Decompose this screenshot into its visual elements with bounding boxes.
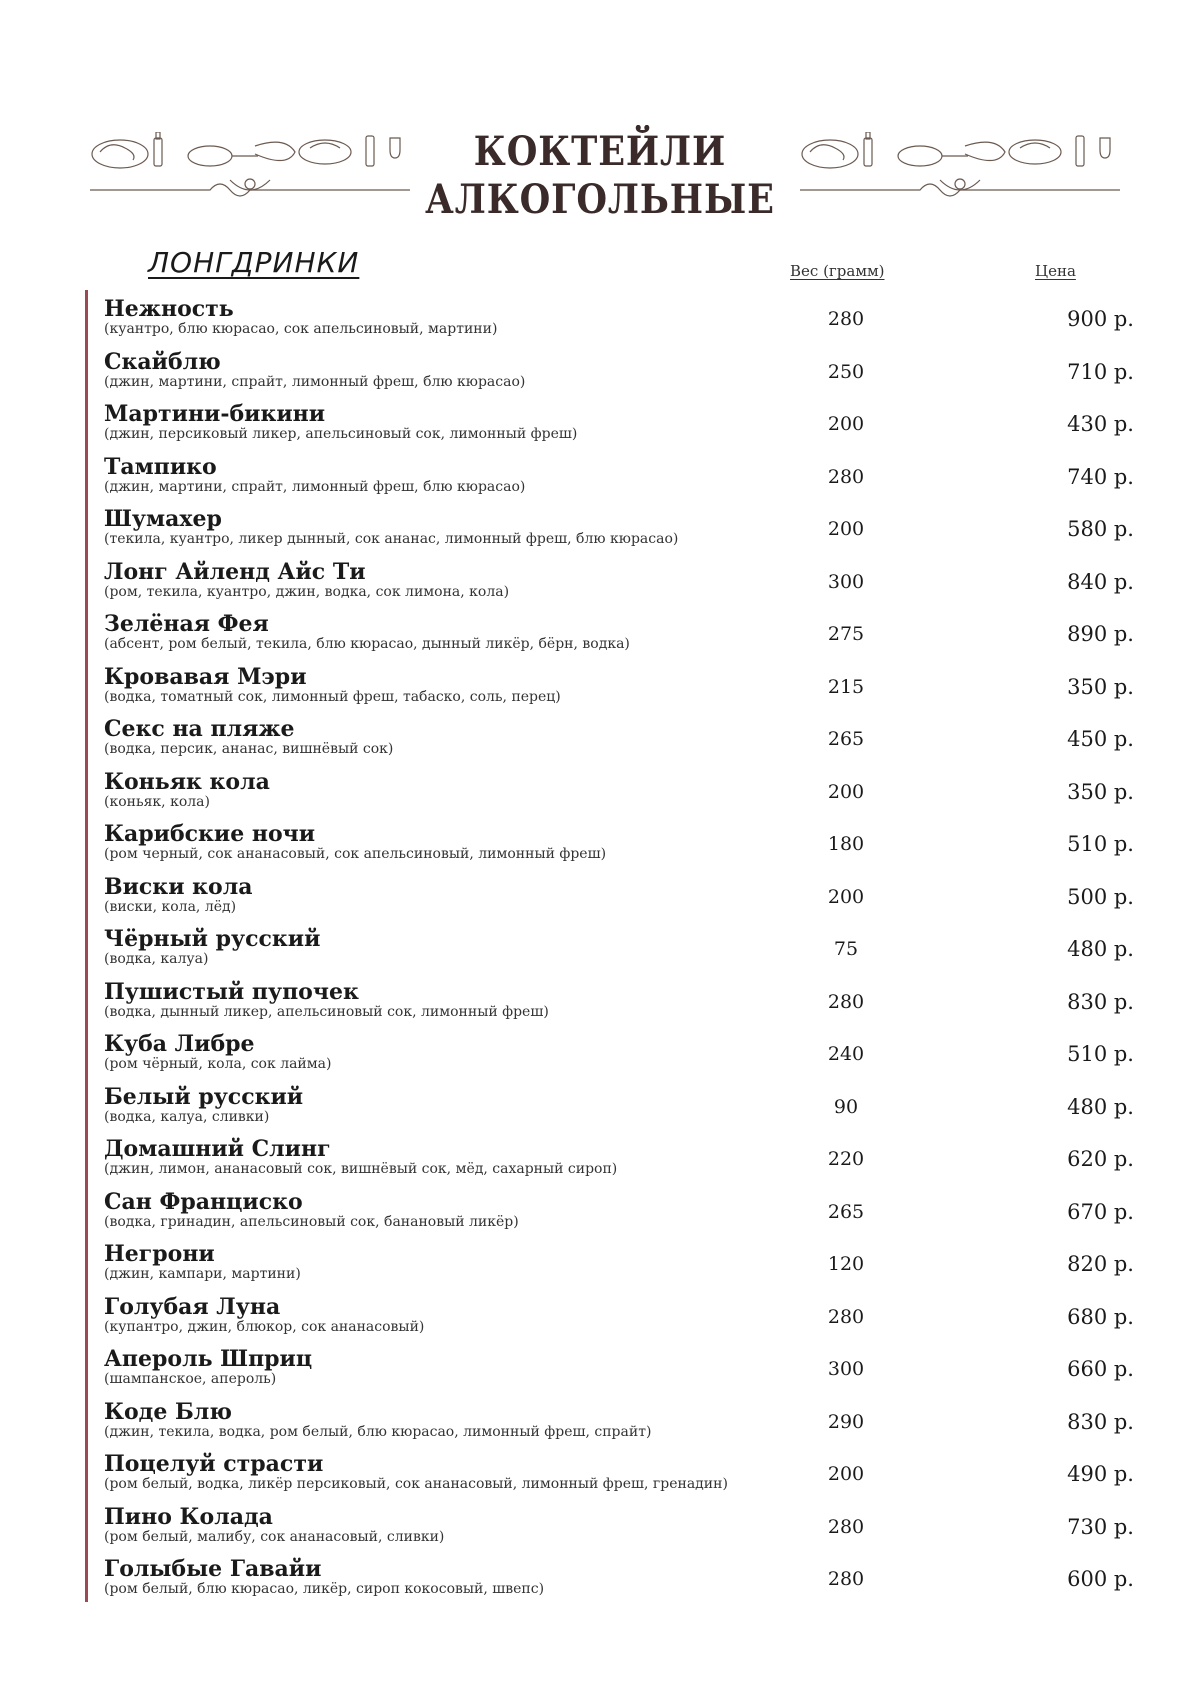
column-header-price: Цена (1035, 262, 1076, 280)
item-description: (водка, томатный сок, лимонный фреш, табаско, соль, перец) (104, 688, 561, 705)
item-description: (водка, персик, ананас, вишнёвый сок) (104, 741, 394, 757)
item-price: 600 р. (1067, 1567, 1134, 1591)
item-description: (абсент, ром белый, текила, блю кюрасао, дынный ликёр, бёрн, водка) (104, 636, 630, 652)
item-name: Домашний Слинг (104, 1136, 331, 1162)
item-price: 350 р. (1067, 674, 1134, 699)
item-price: 350 р. (1067, 779, 1134, 804)
item-weight: 280 (827, 465, 865, 488)
item-description: (джин, мартини, спрайт, лимонный фреш, блю кюрасао) (104, 478, 526, 495)
item-weight: 280 (827, 990, 865, 1013)
menu-item (104, 1188, 1134, 1242)
item-name: Кровавая Мэри (104, 663, 307, 690)
item-name: Нежность (104, 296, 234, 322)
item-weight: 280 (827, 308, 865, 330)
item-name: Лонг Айленд Айс Ти (104, 558, 366, 585)
item-weight: 75 (833, 938, 859, 960)
item-weight: 265 (827, 728, 865, 750)
item-weight: 280 (827, 1305, 865, 1328)
menu-item (104, 1451, 1134, 1504)
item-description: (джин, кампари, мартини) (104, 1266, 301, 1282)
menu-item (104, 506, 1134, 559)
item-weight: 200 (827, 885, 865, 908)
item-weight: 240 (827, 1043, 865, 1065)
item-price: 660 р. (1067, 1357, 1134, 1381)
item-description: (текила, куантро, ликер дынный, сок ананас, лимонный фреш, блю кюрасао) (104, 531, 679, 547)
menu-item (104, 1031, 1134, 1084)
menu-item (104, 1136, 1134, 1189)
menu-item (104, 663, 1134, 717)
item-weight: 220 (827, 1148, 865, 1170)
menu-item (104, 1293, 1134, 1347)
item-description: (коньяк, кола) (104, 793, 210, 810)
item-name: Коньяк кола (104, 768, 270, 795)
item-name: Голубая Луна (104, 1293, 281, 1320)
item-weight: 250 (827, 360, 865, 383)
item-weight: 200 (827, 518, 865, 540)
item-name: Карибские ночи (104, 821, 316, 847)
item-weight: 300 (827, 1358, 865, 1380)
item-description: (купантро, джин, блюкор, сок ананасовый) (104, 1318, 425, 1335)
item-name: Секс на пляже (104, 716, 295, 742)
item-description: (ром черный, сок ананасовый, сок апельсиновый, лимонный фреш) (104, 846, 607, 862)
item-description: (ром белый, водка, ликёр персиковый, сок ананасовый, лимонный фреш, гренадин) (104, 1476, 728, 1492)
item-description: (джин, лимон, ананасовый сок, вишнёвый сок, мёд, сахарный сироп) (104, 1161, 618, 1177)
menu-item (104, 611, 1134, 664)
title-line-2: АЛКОГОЛЬНЫЕ (425, 176, 775, 223)
food-sketch-ornament-right (790, 132, 1130, 212)
item-weight: 275 (827, 623, 865, 645)
item-price: 680 р. (1067, 1304, 1134, 1329)
item-price: 490 р. (1067, 1462, 1134, 1486)
item-weight: 280 (827, 1568, 865, 1590)
item-weight: 120 (827, 1253, 865, 1275)
item-price: 710 р. (1067, 359, 1134, 384)
menu-item (104, 401, 1134, 454)
menu-item (104, 1398, 1134, 1452)
item-description: (водка, дынный ликер, апельсиновый сок, лимонный фреш) (104, 1003, 549, 1020)
menu-item (104, 1083, 1134, 1137)
item-name: Пино Колада (104, 1503, 273, 1530)
item-price: 430 р. (1067, 412, 1134, 436)
page-title (415, 128, 785, 224)
item-price: 900 р. (1067, 307, 1134, 331)
menu-item (104, 1241, 1134, 1294)
menu-list (104, 296, 1134, 1609)
menu-item (104, 926, 1134, 979)
menu-item (104, 1556, 1134, 1609)
item-weight: 300 (827, 570, 865, 593)
menu-item (104, 768, 1134, 822)
item-price: 820 р. (1067, 1252, 1134, 1276)
item-description: (водка, калуа) (104, 951, 209, 967)
item-name: Скайблю (104, 348, 221, 375)
menu-item (104, 296, 1134, 349)
item-price: 480 р. (1067, 1094, 1134, 1119)
item-name: Сан Франциско (104, 1188, 303, 1215)
item-price: 500 р. (1067, 884, 1134, 909)
item-description: (ром белый, блю кюрасао, ликёр, сироп кокосовый, швепс) (104, 1581, 545, 1597)
item-name: Куба Либре (104, 1031, 255, 1057)
item-name: Виски кола (104, 873, 253, 900)
item-price: 450 р. (1067, 727, 1134, 751)
menu-item (104, 1503, 1134, 1557)
food-sketch-ornament-left (80, 132, 420, 212)
section-heading: ЛОНГДРИНКИ (148, 246, 360, 279)
item-weight: 215 (827, 675, 865, 698)
item-price: 510 р. (1067, 832, 1134, 856)
item-price: 890 р. (1067, 622, 1134, 646)
item-description: (джин, мартини, спрайт, лимонный фреш, блю кюрасао) (104, 373, 526, 390)
item-name: Коде Блю (104, 1398, 232, 1425)
menu-item (104, 348, 1134, 402)
title-line-1: КОКТЕЙЛИ (473, 128, 727, 175)
item-price: 510 р. (1067, 1042, 1134, 1066)
item-description: (ром белый, малибу, сок ананасовый, сливки) (104, 1528, 445, 1545)
item-price: 730 р. (1067, 1514, 1134, 1539)
item-price: 830 р. (1067, 1409, 1134, 1434)
item-price: 580 р. (1067, 517, 1134, 541)
item-name: Негрони (104, 1241, 215, 1267)
menu-item (104, 978, 1134, 1032)
item-description: (джин, персиковый ликер, апельсиновый сок, лимонный фреш) (104, 426, 578, 442)
item-name: Чёрный русский (104, 926, 321, 952)
item-name: Мартини-бикини (104, 401, 326, 427)
column-header-weight: Вес (грамм) (790, 262, 885, 280)
item-name: Тампико (104, 453, 217, 480)
menu-item (104, 716, 1134, 769)
accent-vertical-bar (85, 290, 88, 1602)
item-description: (водка, калуа, сливки) (104, 1108, 270, 1125)
item-weight: 200 (827, 780, 865, 803)
item-description: (куантро, блю кюрасао, сок апельсиновый, мартини) (104, 321, 498, 337)
item-name: Апероль Шприц (104, 1346, 313, 1372)
item-weight: 265 (827, 1200, 865, 1223)
item-description: (виски, кола, лёд) (104, 898, 237, 915)
item-name: Шумахер (104, 506, 222, 532)
item-weight: 90 (833, 1095, 859, 1118)
item-price: 830 р. (1067, 989, 1134, 1014)
menu-item (104, 873, 1134, 927)
item-description: (шампанское, апероль) (104, 1371, 277, 1387)
item-name: Голыбые Гавайи (104, 1556, 322, 1582)
menu-item (104, 558, 1134, 612)
item-price: 670 р. (1067, 1199, 1134, 1224)
item-weight: 180 (827, 833, 865, 855)
item-price: 480 р. (1067, 937, 1134, 961)
item-price: 840 р. (1067, 569, 1134, 594)
item-price: 740 р. (1067, 464, 1134, 489)
item-description: (водка, гринадин, апельсиновый сок, банановый ликёр) (104, 1213, 519, 1230)
item-weight: 290 (827, 1410, 865, 1433)
menu-item (104, 821, 1134, 874)
item-name: Зелёная Фея (104, 611, 269, 637)
item-weight: 200 (827, 1463, 865, 1485)
item-weight: 200 (827, 413, 865, 435)
item-description: (ром чёрный, кола, сок лайма) (104, 1056, 332, 1072)
item-name: Белый русский (104, 1083, 304, 1110)
item-description: (джин, текила, водка, ром белый, блю кюрасао, лимонный фреш, спрайт) (104, 1423, 652, 1440)
menu-item (104, 1346, 1134, 1399)
item-weight: 280 (827, 1515, 865, 1538)
item-name: Поцелуй страсти (104, 1451, 324, 1477)
item-description: (ром, текила, куантро, джин, водка, сок лимона, кола) (104, 583, 510, 600)
item-name: Пушистый пупочек (104, 978, 359, 1005)
item-price: 620 р. (1067, 1147, 1134, 1171)
menu-item (104, 453, 1134, 507)
